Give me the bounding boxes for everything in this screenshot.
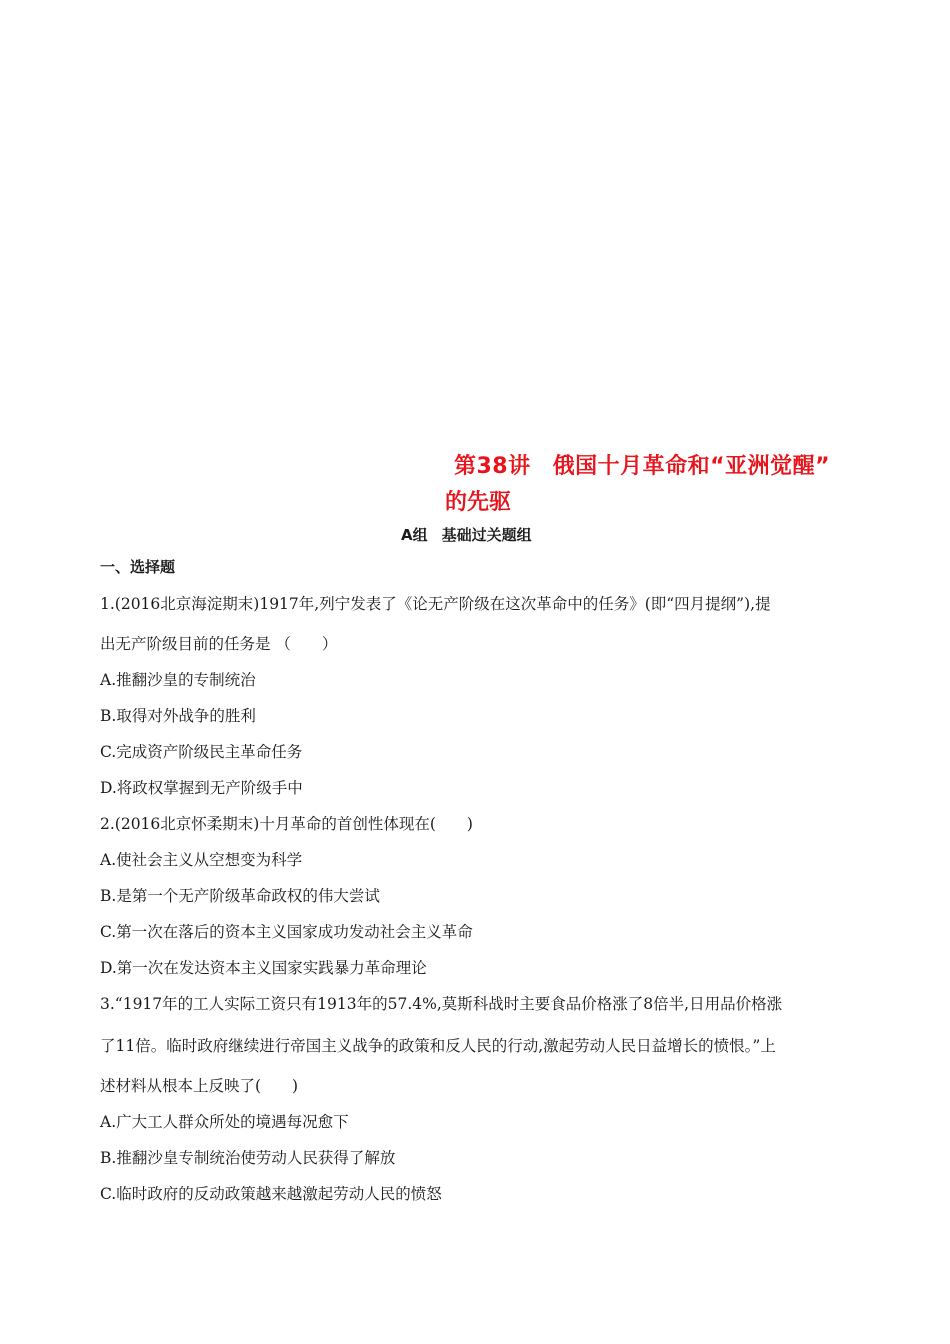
question-2-option-a: A.使社会主义从空想变为科学 [100, 851, 303, 869]
question-1-option-a: A.推翻沙皇的专制统治 [100, 671, 256, 689]
question-1-option-b: B.取得对外战争的胜利 [100, 707, 256, 725]
lecture-number: 第38讲 [454, 454, 531, 479]
question-1-option-c: C.完成资产阶级民主革命任务 [100, 743, 303, 761]
question-3-stem-line-3: 述材料从根本上反映了( ) [100, 1077, 299, 1095]
lecture-title [454, 449, 830, 480]
question-3-stem-line-2: 了11倍。临时政府继续进行帝国主义战争的政策和反人民的行动,激起劳动人民日益增长的愤恨。”上 [100, 1037, 776, 1055]
question-2-option-b: B.是第一个无产阶级革命政权的伟大尝试 [100, 887, 380, 905]
group-name: 基础过关题组 [441, 526, 532, 544]
question-2-option-d: D.第一次在发达资本主义国家实践暴力革命理论 [100, 959, 427, 977]
lecture-title-continued: 的先驱 [445, 490, 512, 515]
lecture-title-text: 俄国十月革命和“亚洲觉醒” [552, 454, 831, 479]
section-heading: 一、选择题 [100, 558, 176, 576]
question-1-stem-line-1: 1.(2016北京海淀期末)1917年,列宁发表了《论无产阶级在这次革命中的任务》(即“四月提纲”),提 [100, 595, 771, 613]
group-label: A组 [401, 526, 428, 544]
question-3-option-a: A.广大工人群众所处的境遇每况愈下 [100, 1113, 349, 1131]
question-2-option-c: C.第一次在落后的资本主义国家成功发动社会主义革命 [100, 923, 473, 941]
question-1-option-d: D.将政权掌握到无产阶级手中 [100, 779, 303, 797]
question-3-option-b: B.推翻沙皇专制统治使劳动人民获得了解放 [100, 1149, 396, 1167]
group-heading [401, 524, 532, 545]
question-3-option-c: C.临时政府的反动政策越来越激起劳动人民的愤怒 [100, 1185, 442, 1203]
question-2-stem: 2.(2016北京怀柔期末)十月革命的首创性体现在( ) [100, 815, 473, 833]
question-1-stem-line-2: 出无产阶级目前的任务是 （ ） [100, 635, 338, 653]
question-3-stem-line-1: 3.“1917年的工人实际工资只有1913年的57.4%,莫斯科战时主要食品价格涨了8倍半,日用品价格涨 [100, 995, 783, 1013]
